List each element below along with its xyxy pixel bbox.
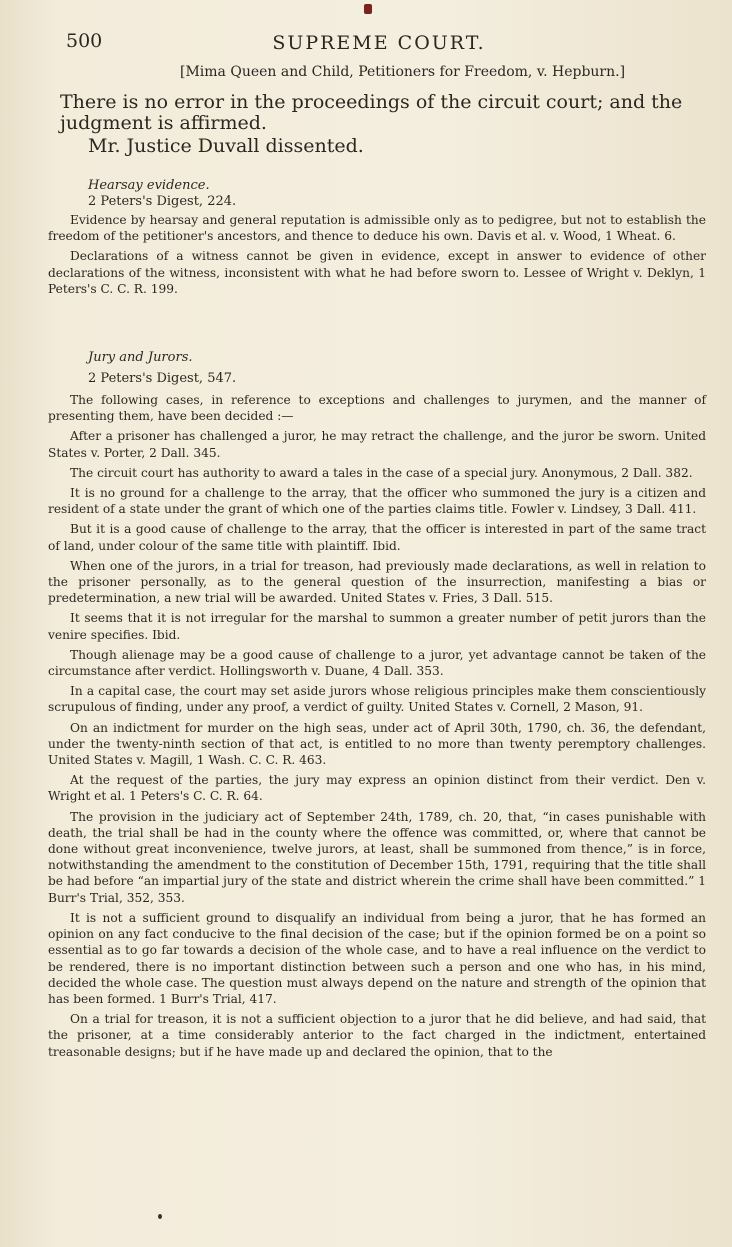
- case-caption: [Mima Queen and Child, Petitioners for Freedom, v. Hepburn.]: [180, 64, 626, 80]
- jury-entry: It seems that it is not irregular for the marshal to summon a greater number of petit jurors than the venire specifies. Ibid.: [48, 611, 706, 642]
- running-title: SUPREME COURT.: [272, 32, 486, 54]
- jury-entry: After a prisoner has challenged a juror, he may retract the challenge, and the juror be sworn. United States v. Porter, 2 Dall. 345.: [48, 429, 706, 460]
- jury-entry: On a trial for treason, it is not a sufficient objection to a juror that he did believe, and had said, that the prisoner, at a time considerably anterior to the fact charged in the indictment, entertained treasonable designs; but if he have made up and declared the opinion, that to the: [48, 1012, 706, 1059]
- hearsay-entry: Declarations of a witness cannot be given in evidence, except in answer to evidence of other declarations of the witness, inconsistent with what he had before sworn to. Lessee of Wright v. Deklyn, 1 Peters's C. C. R. 199.: [48, 249, 706, 296]
- hearsay-digest: 2 Peters's Digest, 224.: [88, 194, 237, 209]
- ink-dot: [158, 1214, 162, 1219]
- jury-entry: It is not a sufficient ground to disqualify an individual from being a juror, that he has formed an opinion on any fact conducive to the final decision of the case; but if the opinion formed be on a point so essential as to go far towards a decision of the whole case, and to have a real influence on the verdict to be rendered, there is no important distinction between such a person and one who has, in his mind, decided the whole case. The question must always depend on the nature and strength of the opinion that has been formed. 1 Burr's Trial, 417.: [48, 910, 706, 1006]
- page-header: [66, 30, 692, 58]
- jury-entry: On an indictment for murder on the high seas, under act of April 30th, 1790, ch. 36, the defendant, under the twenty-ninth section of that act, is entitled to no more than twenty peremptory challenges. United States v. Magill, 1 Wash. C. C. R. 463.: [48, 720, 706, 768]
- jury-digest: 2 Peters's Digest, 547.: [88, 371, 237, 386]
- hearsay-entry: Evidence by hearsay and general reputation is admissible only as to pedigree, but not to establish the freedom of the petitioner's ancestors, and thence to deduce his own. Davis et al. v. Wood, 1 Wheat. 6.: [48, 213, 706, 244]
- holding-text: There is no error in the proceedings of the circuit court; and the judgment is affirmed.: [60, 91, 683, 134]
- jury-entry: The circuit court has authority to award a tales in the case of a special jury. Anonymous, 2 Dall. 382.: [70, 465, 693, 480]
- jury-entry: Though alienage may be a good cause of challenge to a juror, yet advantage cannot be taken of the circumstance after verdict. Hollingsworth v. Duane, 4 Dall. 353.: [48, 647, 706, 679]
- jury-entries: [48, 392, 706, 1064]
- jury-entry: The following cases, in reference to exceptions and challenges to jurymen, and the manner of presenting them, have been decided :—: [48, 393, 706, 424]
- dissent-note: Mr. Justice Duvall dissented.: [88, 135, 364, 157]
- jury-entry: In a capital case, the court may set aside jurors whose religious principles make them conscientiously scrupulous of finding, under any proof, a verdict of guilty. United States v. Cornell, 2 Mason, 91.: [48, 684, 706, 715]
- jury-entry: But it is a good cause of challenge to the array, that the officer is interested in part of the same tract of land, under colour of the same title with plaintiff. Ibid.: [48, 522, 706, 553]
- jury-entry: The provision in the judiciary act of September 24th, 1789, ch. 20, that, “in cases punishable with death, the trial shall be had in the county where the offence was committed, or, where that cannot be done without great inconvenience, twelve jurors, at least, shall be summoned from thence,” is in force, notwithstanding the amendment to the constitution of December 15th, 1791, requiring that the title shall be had before “an impartial jury of the state and district wherein the crime shall have been committed.” 1 Burr's Trial, 352, 353.: [48, 809, 706, 905]
- hearsay-title: Hearsay evidence.: [88, 178, 210, 193]
- jury-entry: When one of the jurors, in a trial for treason, had previously made declarations, as well in relation to the prisoner personally, as to the general question of the insurrection, manifesting a bias or predetermination, a new trial will be awarded. United States v. Fries, 3 Dall. 515.: [48, 558, 706, 606]
- bookmark-marker: [364, 4, 372, 14]
- jury-title: Jury and Jurors.: [88, 350, 193, 365]
- jury-entry: It is no ground for a challenge to the array, that the officer who summoned the jury is a citizen and resident of a state under the grant of which one of the parties claims title. Fowler v. Lindsey, 3 Dall. 411.: [48, 486, 706, 517]
- hearsay-entries: [48, 212, 706, 301]
- jury-entry: At the request of the parties, the jury may express an opinion distinct from their verdict. Den v. Wright et al. 1 Peters's C. C. R. 64.: [48, 773, 706, 804]
- page-number: 500: [66, 30, 103, 52]
